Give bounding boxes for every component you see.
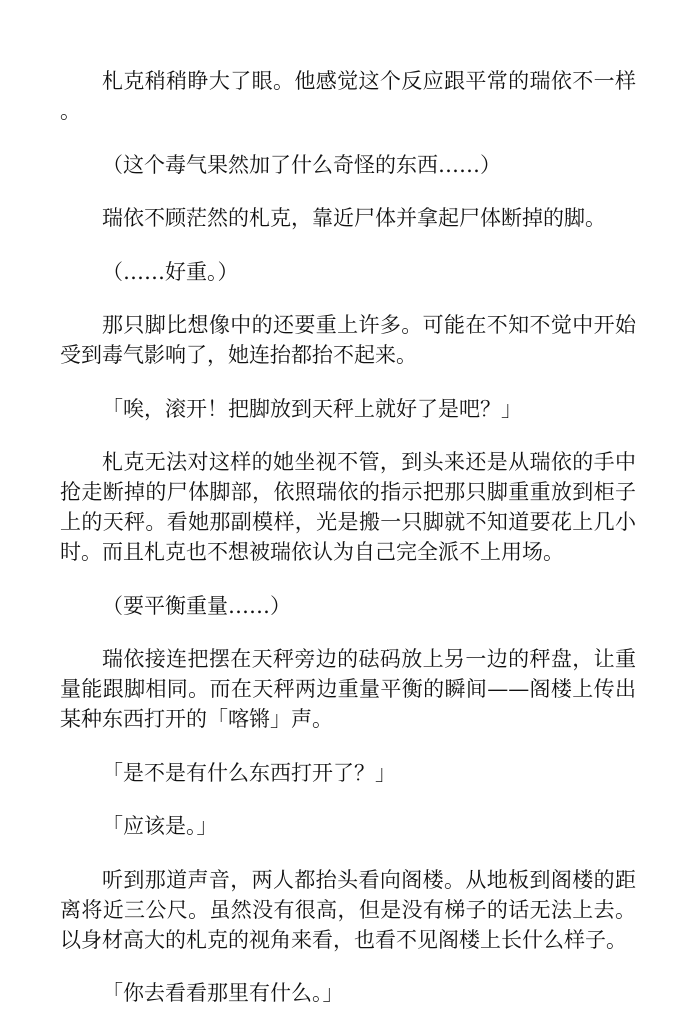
paragraph: 听到那道声音，两人都抬头看向阁楼。从地板到阁楼的距离将近三公尺。虽然没有很高，但是没有梯子的话无法上去。以身材高大的札克的视角来看，也看不见阁楼上长什么样子。 <box>60 867 636 952</box>
paragraph: 「唉，滚开！把脚放到天秤上就好了是吧？」 <box>102 396 522 421</box>
paragraph: 札克稍稍睁大了眼。他感觉这个反应跟平常的瑞依不一样。 <box>60 69 636 123</box>
document-page <box>60 66 636 1032</box>
paragraph: （这个毒气果然加了什么奇怪的东西……） <box>102 152 501 177</box>
paragraph: 「应该是。」 <box>102 814 218 838</box>
paragraph: （……好重。） <box>102 259 239 284</box>
paragraph: 瑞依不顾茫然的札克，靠近尸体并拿起尸体断掉的脚。 <box>102 206 606 230</box>
paragraph: 札克无法对这样的她坐视不管，到头来还是从瑞依的手中抢走断掉的尸体脚部，依照瑞依的指示把那只脚重重放到柜子上的天秤。看她那副模样，光是搬一只脚就不知道要花上几小时。而且札克也不想被瑞依认为自己完全派不上用场。 <box>60 450 636 564</box>
paragraph: 「是不是有什么东西打开了？」 <box>102 760 396 785</box>
paragraph: 「你去看看那里有什么。」 <box>102 981 344 1005</box>
paragraph: 瑞依接连把摆在天秤旁边的砝码放上另一边的秤盘，让重量能跟脚相同。而在天秤两边重量平衡的瞬间——阁楼上传出某种东西打开的「喀锵」声。 <box>60 647 636 731</box>
paragraph: 那只脚比想像中的还要重上许多。可能在不知不觉中开始受到毒气影响了，她连抬都抬不起来。 <box>60 313 636 367</box>
paragraph: （要平衡重量……） <box>102 593 291 618</box>
